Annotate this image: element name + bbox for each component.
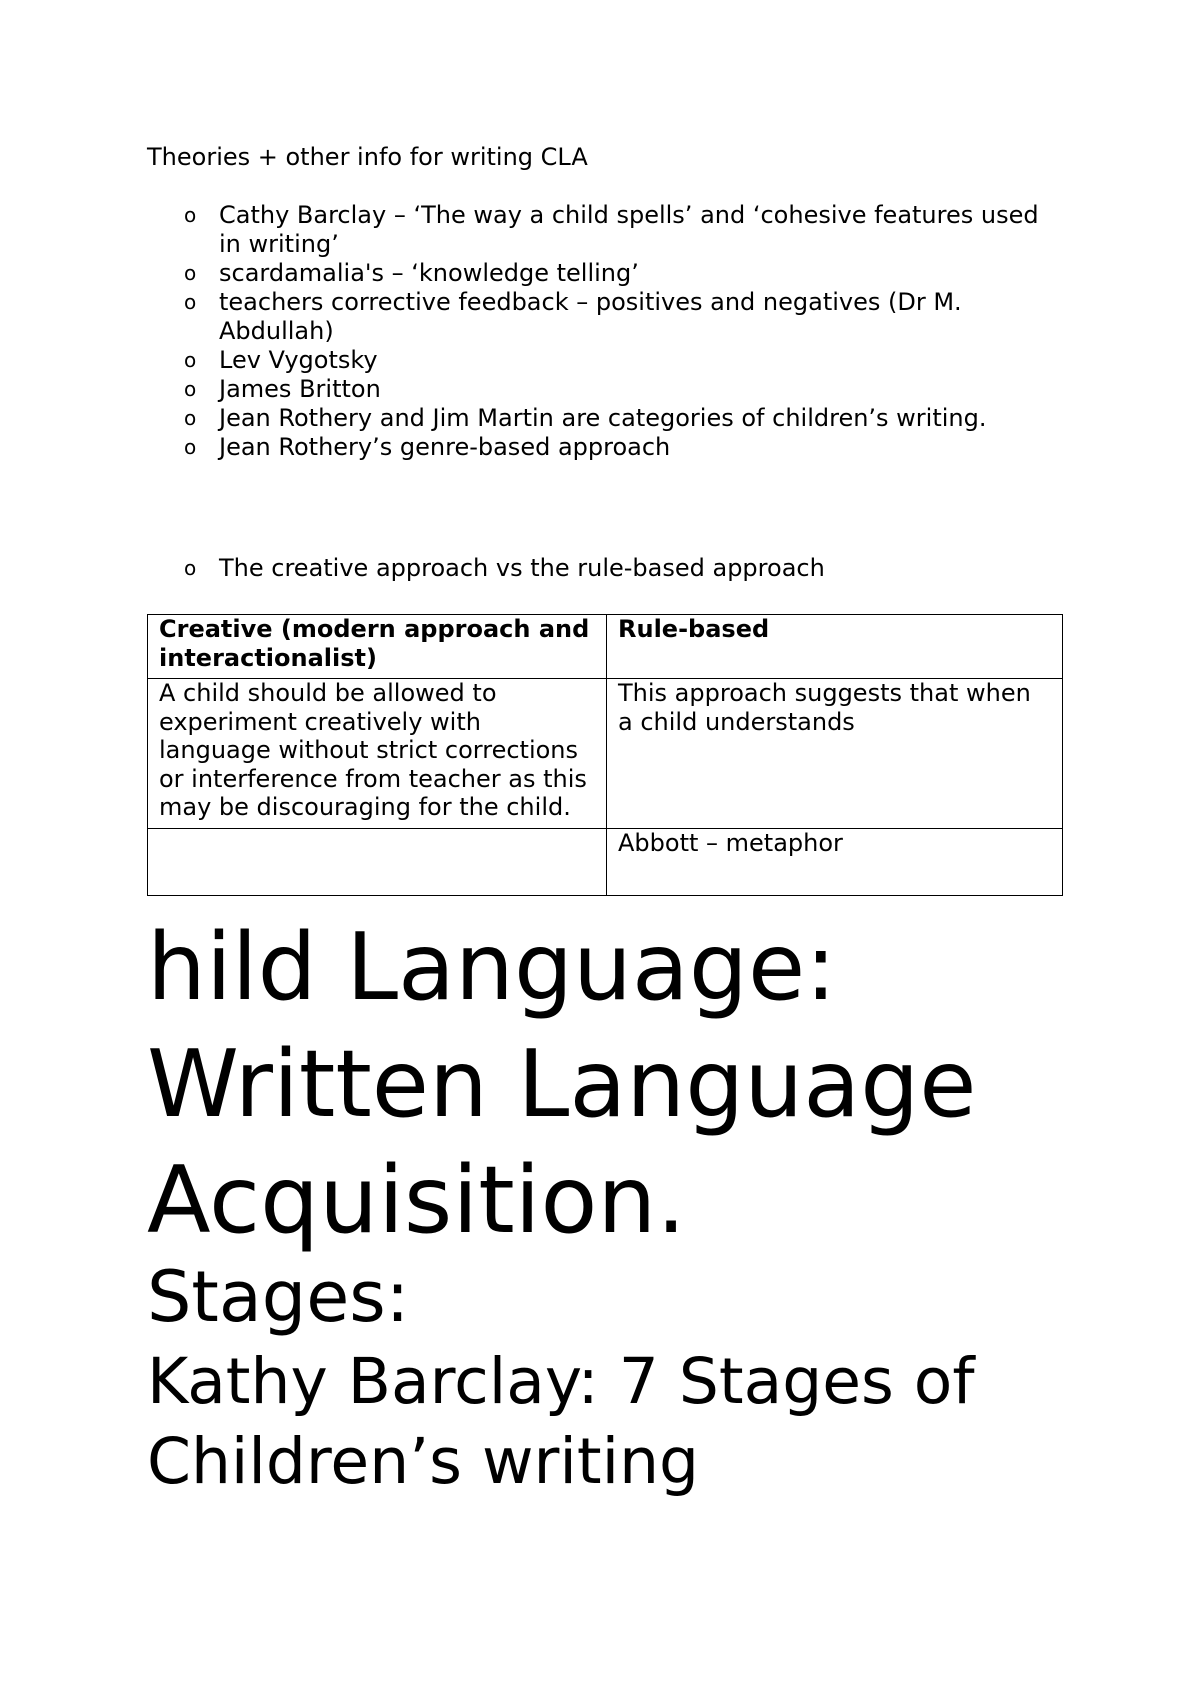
main-heading-line: hild Language: [147, 913, 837, 1021]
comparison-list [147, 554, 1067, 583]
table-row [148, 828, 1063, 895]
list-item-text: scardamalia's – ‘knowledge telling’ [219, 259, 639, 287]
list-item [147, 433, 1067, 462]
comparison-table [147, 614, 1063, 896]
table-cell: Abbott – metaphor [607, 828, 1063, 895]
list-item-text: James Britton [219, 375, 381, 403]
bullet-icon: o [184, 261, 197, 285]
bullet-icon: o [184, 435, 197, 459]
list-item-text: Jean Rothery’s genre-based approach [219, 433, 671, 461]
list-item [147, 375, 1067, 404]
list-item-text: The creative approach vs the rule-based approach [219, 554, 825, 582]
table-header-cell: Creative (modern approach and interactionalist) [148, 615, 607, 679]
main-heading-line: Acquisition. [147, 1146, 686, 1254]
bullet-icon: o [184, 203, 197, 227]
table-header-cell: Rule-based [607, 615, 1063, 679]
table-cell [148, 828, 607, 895]
list-item [147, 259, 1067, 288]
list-item-text: Jean Rothery and Jim Martin are categories of children’s writing. [219, 404, 987, 432]
bullet-icon: o [184, 406, 197, 430]
table-cell: A child should be allowed to experiment creatively with language without strict corrections or interference from teacher as this may be discouraging for the child. [148, 679, 607, 829]
document-title: Theories + other info for writing CLA [147, 143, 588, 171]
list-item [147, 201, 1067, 259]
sub-heading-line: Children’s writing [147, 1425, 700, 1498]
bullet-icon: o [184, 290, 197, 314]
list-item [147, 554, 1067, 583]
sub-heading-line: Kathy Barclay: 7 Stages of [147, 1345, 975, 1418]
table-header-row [148, 615, 1063, 679]
bullet-icon: o [184, 348, 197, 372]
table-cell: This approach suggests that when a child understands [607, 679, 1063, 829]
list-item [147, 288, 1067, 346]
bullet-icon: o [184, 377, 197, 401]
bullet-icon: o [184, 556, 197, 580]
list-item [147, 404, 1067, 433]
list-item-text: Lev Vygotsky [219, 346, 378, 374]
list-item-text: teachers corrective feedback – positives and negatives (Dr M. Abdullah) [219, 288, 962, 345]
main-heading-line: Written Language [147, 1030, 977, 1138]
stages-heading: Stages: [147, 1256, 410, 1338]
list-item [147, 346, 1067, 375]
table-row [148, 679, 1063, 829]
list-item-text: Cathy Barclay – ‘The way a child spells’ and ‘cohesive features used in writing’ [219, 201, 1039, 258]
theories-list [147, 201, 1067, 462]
